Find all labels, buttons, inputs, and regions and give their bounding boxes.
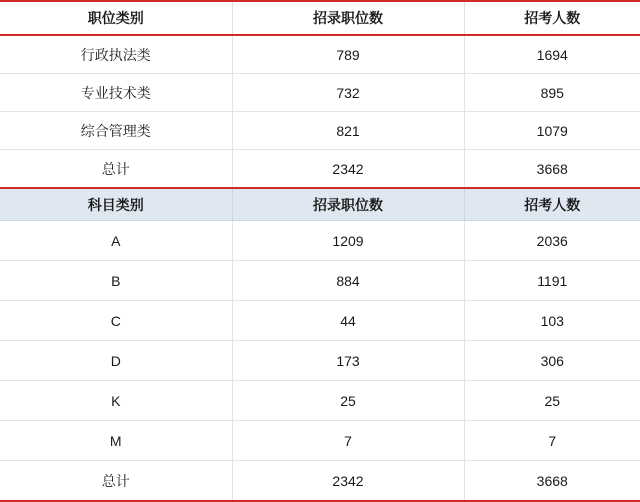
column-header-position-count: 招录职位数 xyxy=(232,189,464,221)
cell-recruit-count: 1191 xyxy=(464,261,640,301)
cell-category: K xyxy=(0,381,232,421)
column-header-recruit-count: 招考人数 xyxy=(464,1,640,35)
cell-position-count: 732 xyxy=(232,74,464,112)
table-row xyxy=(0,261,640,301)
cell-category: A xyxy=(0,221,232,261)
cell-position-count: 1209 xyxy=(232,221,464,261)
table-row xyxy=(0,35,640,74)
table-row xyxy=(0,381,640,421)
position-category-table xyxy=(0,0,640,189)
cell-recruit-count: 1694 xyxy=(464,35,640,74)
table-row xyxy=(0,421,640,461)
cell-recruit-count: 1079 xyxy=(464,112,640,150)
cell-category: 总计 xyxy=(0,461,232,501)
cell-category: 总计 xyxy=(0,150,232,189)
cell-position-count: 173 xyxy=(232,341,464,381)
cell-category: C xyxy=(0,301,232,341)
cell-category: B xyxy=(0,261,232,301)
table-row xyxy=(0,301,640,341)
cell-category: M xyxy=(0,421,232,461)
cell-position-count: 789 xyxy=(232,35,464,74)
cell-position-count: 2342 xyxy=(232,461,464,501)
cell-recruit-count: 7 xyxy=(464,421,640,461)
cell-recruit-count: 3668 xyxy=(464,150,640,189)
cell-recruit-count: 306 xyxy=(464,341,640,381)
table-row xyxy=(0,341,640,381)
cell-position-count: 7 xyxy=(232,421,464,461)
column-header-subject-category: 科目类别 xyxy=(0,189,232,221)
cell-category: 专业技术类 xyxy=(0,74,232,112)
column-header-recruit-count: 招考人数 xyxy=(464,189,640,221)
cell-recruit-count: 2036 xyxy=(464,221,640,261)
table-row-total xyxy=(0,461,640,501)
cell-position-count: 884 xyxy=(232,261,464,301)
cell-recruit-count: 25 xyxy=(464,381,640,421)
subject-category-table xyxy=(0,189,640,500)
cell-position-count: 44 xyxy=(232,301,464,341)
table-row xyxy=(0,74,640,112)
cell-category: 行政执法类 xyxy=(0,35,232,74)
table-header-row xyxy=(0,189,640,221)
column-header-position-category: 职位类别 xyxy=(0,1,232,35)
column-header-position-count: 招录职位数 xyxy=(232,1,464,35)
cell-position-count: 821 xyxy=(232,112,464,150)
table-row xyxy=(0,221,640,261)
table-header-row xyxy=(0,1,640,35)
cell-position-count: 25 xyxy=(232,381,464,421)
cell-recruit-count: 103 xyxy=(464,301,640,341)
table-row-total xyxy=(0,150,640,189)
cell-recruit-count: 3668 xyxy=(536,472,568,489)
cell-recruit-count: 895 xyxy=(464,74,640,112)
cell-category: D xyxy=(0,341,232,381)
cell-position-count: 2342 xyxy=(232,150,464,189)
table-row xyxy=(0,112,640,150)
cell-category: 综合管理类 xyxy=(0,112,232,150)
